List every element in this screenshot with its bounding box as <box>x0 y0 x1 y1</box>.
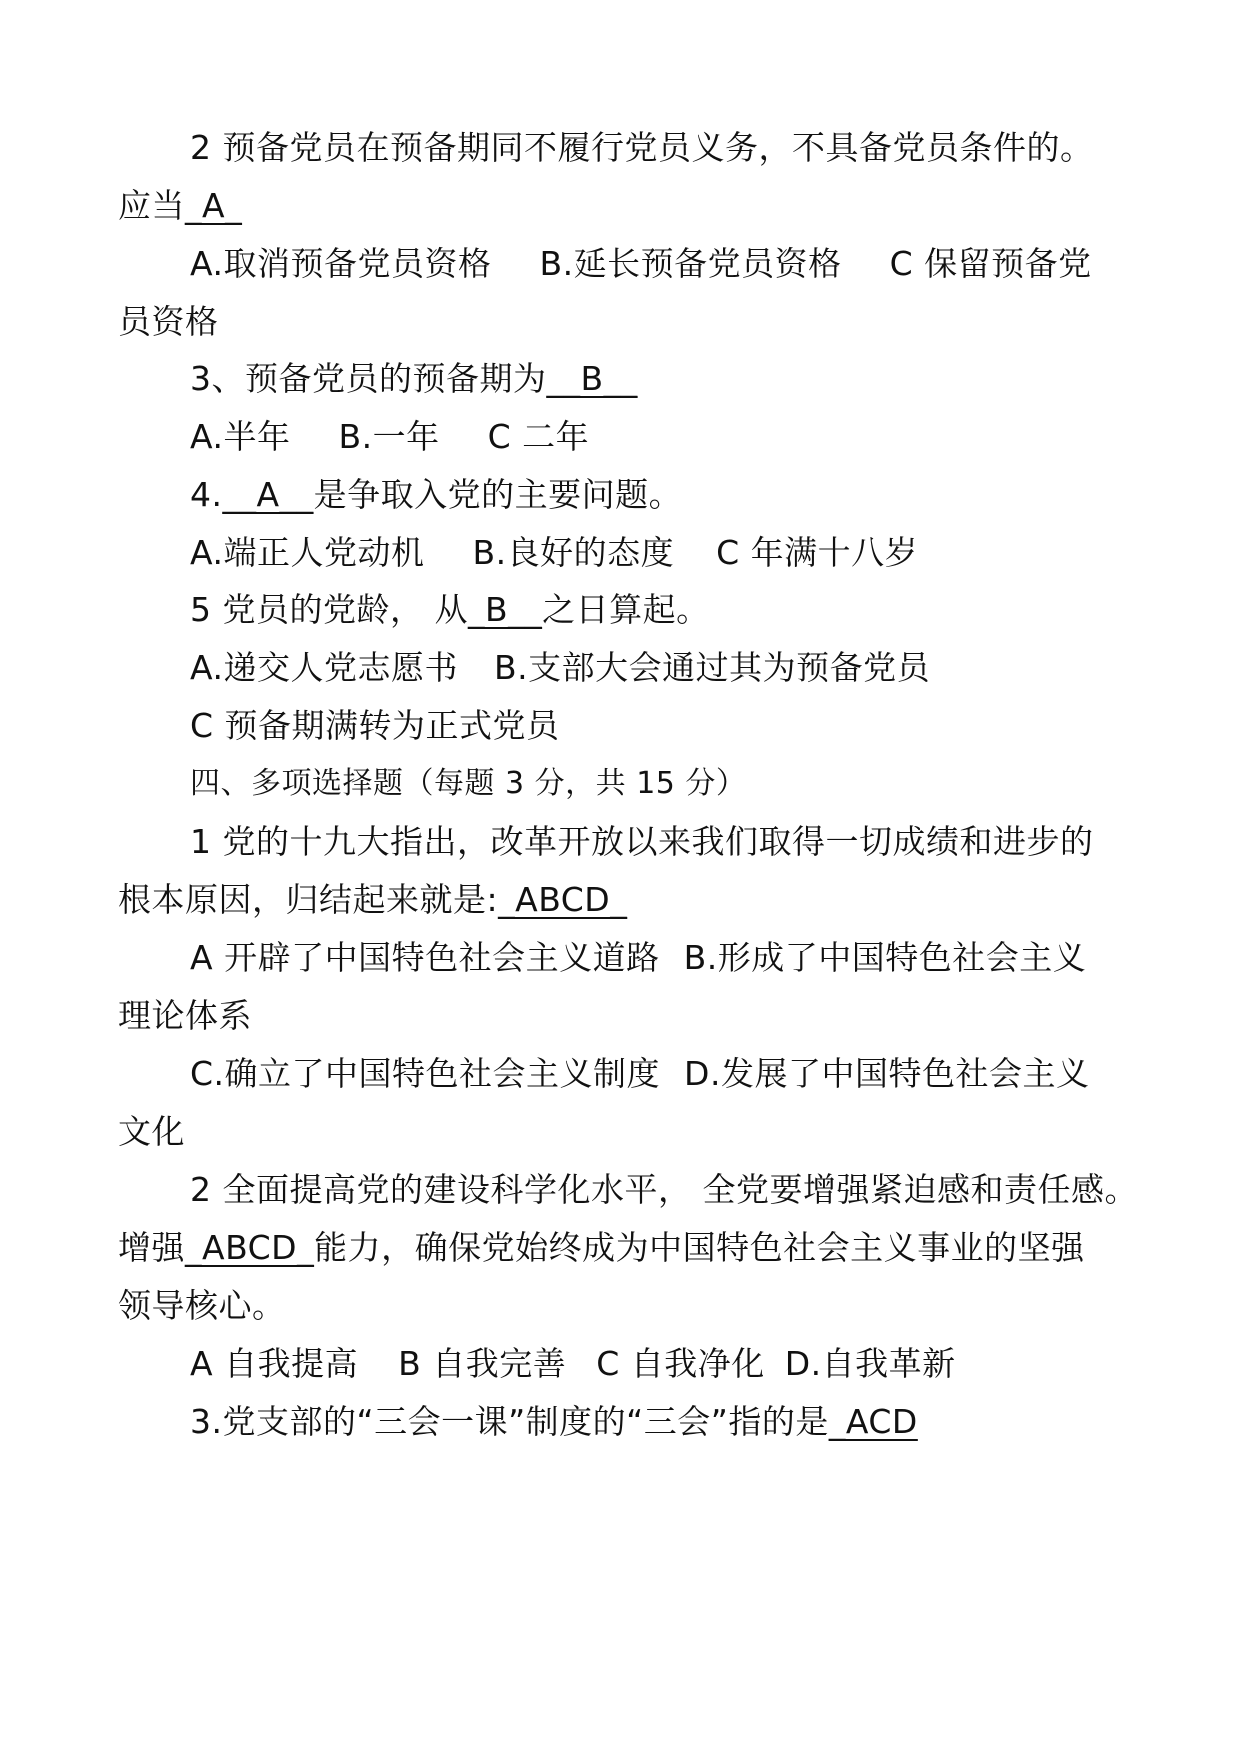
question-5-options <box>190 648 930 688</box>
option-b: B.良好的态度 <box>472 533 675 572</box>
option-a: A.取消预备党员资格 <box>190 244 492 283</box>
section-heading: 四、多项选择题（每题 3 分，共 15 分） <box>190 766 747 801</box>
option-d: D.发展了中国特色社会主义 <box>684 1054 1090 1093</box>
multi-question-1-answer-blank: _ABCD_ <box>498 880 628 919</box>
question-3-answer-blank: __B__ <box>546 359 638 398</box>
option-b: B.形成了中国特色社会主义 <box>683 938 1087 977</box>
question-2-options-continued: 员资格 <box>118 302 219 341</box>
question-4-stem: 4.__A__是争取入党的主要问题。 <box>190 475 683 514</box>
multi-question-1-options-ab <box>190 938 1086 978</box>
option-a: A.端正人党动机 <box>190 533 425 572</box>
option-a: A 开辟了中国特色社会主义道路 <box>190 938 660 977</box>
option-b: B 自我完善 <box>398 1344 567 1383</box>
option-c: C 保留预备党 <box>889 244 1092 283</box>
multi-question-1-options-cd <box>190 1054 1089 1094</box>
question-4-answer-blank: __A__ <box>222 475 314 514</box>
option-c: C 年满十八岁 <box>716 533 919 572</box>
multi-question-1-option-d-continued: 文化 <box>118 1112 185 1151</box>
question-2-stem-line2: 应当_A_ <box>118 186 243 225</box>
multi-question-3-answer-blank: _ACD <box>828 1402 918 1441</box>
option-b: B.延长预备党员资格 <box>539 244 842 283</box>
question-2-stem-line1: 2 预备党员在预备期同不履行党员义务，不具备党员条件的。 <box>190 128 1094 167</box>
question-5-option-c <box>190 706 560 746</box>
question-4-options <box>190 533 918 573</box>
multi-question-2-answer-blank: _ABCD_ <box>185 1228 315 1267</box>
option-a: A.半年 <box>190 417 291 456</box>
option-b: B.一年 <box>338 417 440 456</box>
option-c: C 二年 <box>487 417 590 456</box>
question-3-stem: 3、预备党员的预备期为__B__ <box>190 359 638 398</box>
multi-question-2-stem-line1: 2 全面提高党的建设科学化水平， 全党要增强紧迫感和责任感。 <box>190 1170 1138 1209</box>
option-c: C 预备期满转为正式党员 <box>190 706 560 745</box>
multi-question-1-stem-line1: 1 党的十九大指出，改革开放以来我们取得一切成绩和进步的 <box>190 822 1094 861</box>
multi-question-2-stem-line3: 领导核心。 <box>118 1286 286 1325</box>
question-2-options <box>190 244 1092 284</box>
option-a: A 自我提高 <box>190 1344 359 1383</box>
option-b: B.支部大会通过其为预备党员 <box>493 648 931 687</box>
question-2-answer-blank: _A_ <box>185 186 243 225</box>
option-c: C.确立了中国特色社会主义制度 <box>190 1054 661 1093</box>
option-a: A.递交人党志愿书 <box>190 648 458 687</box>
question-3-options <box>190 417 589 457</box>
option-c: C 自我净化 <box>596 1344 765 1383</box>
question-5-answer-blank: _B__ <box>467 590 543 629</box>
multi-question-2-stem-line2: 增强_ABCD_能力，确保党始终成为中国特色社会主义事业的坚强 <box>118 1228 1085 1267</box>
multi-question-1-option-b-continued: 理论体系 <box>118 996 252 1035</box>
multi-question-2-options <box>190 1344 956 1384</box>
multi-question-1-stem-line2: 根本原因，归结起来就是:_ABCD_ <box>118 880 628 919</box>
question-5-stem: 5 党员的党龄， 从_B__之日算起。 <box>190 590 710 629</box>
option-d: D.自我革新 <box>784 1344 956 1383</box>
multi-question-3-stem: 3.党支部的“三会一课”制度的“三会”指的是_ACD <box>190 1402 918 1441</box>
